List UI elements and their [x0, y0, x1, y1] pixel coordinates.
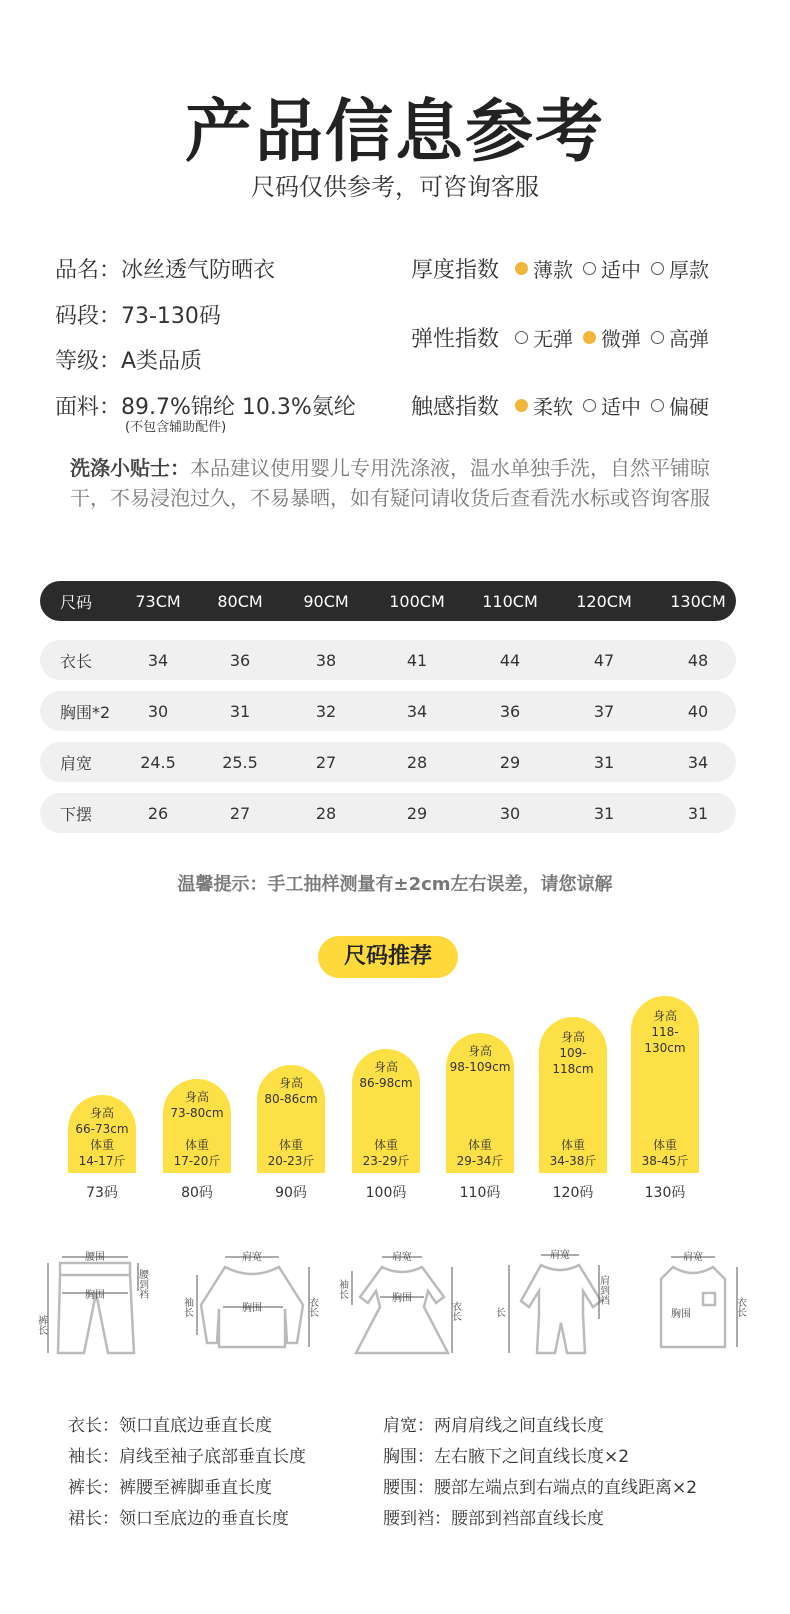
weight-label: 体重 — [89, 1138, 114, 1152]
size-range: 码段：73-130码 — [55, 304, 221, 329]
table-cell: 41 — [406, 650, 428, 670]
pants-hip-label: 胸围 — [85, 1290, 105, 1301]
weight-label: 体重 — [560, 1138, 585, 1152]
index-option — [651, 254, 709, 283]
radio-dot-icon — [515, 399, 528, 412]
index-option — [583, 391, 641, 420]
radio-dot-icon — [651, 399, 664, 412]
table-cell: 28 — [406, 752, 428, 772]
radio-dot-icon — [583, 331, 596, 344]
radio-dot-icon — [515, 331, 528, 344]
sweater-shoulder-label: 肩宽 — [242, 1252, 262, 1263]
weight-value: 29-34斤 — [456, 1154, 504, 1168]
index-option-label: 厚款 — [669, 258, 710, 282]
radio-dot-icon — [583, 399, 596, 412]
table-row — [40, 742, 736, 782]
romper-shoulder-to-crotch-label: 肩到裆 — [597, 1275, 609, 1305]
table-cell: 31 — [593, 752, 615, 772]
weight-range — [631, 1137, 699, 1169]
table-cell: 肩宽 — [60, 753, 93, 773]
table-header-cell: 110CM — [482, 591, 538, 611]
index-option-label: 薄款 — [533, 258, 574, 282]
quality-grade: 等级：A类品质 — [55, 349, 203, 374]
table-cell: 下摆 — [60, 804, 93, 824]
height-range — [163, 1089, 231, 1121]
legend-item: 衣长：领口直底边垂直长度 — [68, 1416, 272, 1436]
legend-item: 裙长：领口至底边的垂直长度 — [68, 1509, 289, 1529]
height-value: 118-130cm — [644, 1025, 686, 1055]
table-cell: 34 — [687, 752, 709, 772]
table-cell: 48 — [687, 650, 709, 670]
weight-label: 体重 — [278, 1138, 303, 1152]
height-range — [539, 1029, 607, 1077]
height-range — [257, 1075, 325, 1107]
height-range — [68, 1105, 136, 1137]
index-option — [515, 323, 573, 352]
romper-diagram — [495, 1245, 625, 1365]
index-option-label: 适中 — [601, 258, 642, 282]
index-row — [411, 390, 719, 421]
index-option-label: 偏硬 — [669, 395, 710, 419]
table-row — [40, 691, 736, 731]
weight-value: 34-38斤 — [549, 1154, 597, 1168]
size-recommend-bar — [631, 996, 699, 1173]
table-cell: 36 — [229, 650, 251, 670]
weight-value: 38-45斤 — [641, 1154, 689, 1168]
weight-value: 23-29斤 — [362, 1154, 410, 1168]
index-label: 厚度指数 — [411, 258, 500, 283]
table-cell: 26 — [147, 803, 169, 823]
product-name: 品名：冰丝透气防晒衣 — [55, 258, 276, 283]
weight-label: 体重 — [652, 1138, 677, 1152]
height-label: 身高 — [560, 1030, 585, 1044]
height-value: 80-86cm — [264, 1092, 318, 1106]
index-option-label: 柔软 — [533, 395, 574, 419]
dress-length-label: 衣长 — [449, 1301, 461, 1321]
table-header-cell: 130CM — [670, 591, 726, 611]
table-row — [40, 640, 736, 680]
size-label: 100码 — [365, 1185, 407, 1201]
weight-value: 20-23斤 — [267, 1154, 315, 1168]
height-value: 109-118cm — [552, 1046, 594, 1076]
height-value: 86-98cm — [359, 1076, 413, 1090]
index-row — [411, 322, 719, 353]
size-label: 80码 — [181, 1185, 213, 1201]
index-label: 触感指数 — [411, 395, 500, 420]
height-label: 身高 — [184, 1090, 209, 1104]
radio-dot-icon — [651, 262, 664, 275]
pants-waist-to-crotch-label: 腰到裆 — [136, 1269, 148, 1299]
size-label: 120码 — [552, 1185, 594, 1201]
table-cell: 31 — [229, 701, 251, 721]
weight-label: 体重 — [373, 1138, 398, 1152]
page-subtitle: 尺码仅供参考，可咨询客服 — [251, 173, 539, 201]
height-label: 身高 — [278, 1076, 303, 1090]
vest-shoulder-label: 肩宽 — [683, 1252, 703, 1263]
weight-range — [257, 1137, 325, 1169]
table-cell: 衣长 — [60, 651, 93, 671]
index-option-label: 无弹 — [533, 327, 574, 351]
size-recommend-bar — [68, 1095, 136, 1173]
size-recommend-bar — [257, 1065, 325, 1173]
legend-item: 腰围：腰部左端点到右端点的直线距离×2 — [383, 1478, 698, 1498]
pants-diagram — [35, 1245, 158, 1365]
height-range — [352, 1059, 420, 1091]
table-cell: 29 — [406, 803, 428, 823]
sweater-diagram — [181, 1245, 320, 1365]
weight-range — [539, 1137, 607, 1169]
pants-length-label: 裤长 — [35, 1315, 47, 1335]
romper-length-label: 长 — [493, 1307, 505, 1317]
weight-range — [446, 1137, 514, 1169]
table-cell: 27 — [315, 752, 337, 772]
weight-range — [352, 1137, 420, 1169]
size-recommend-bar — [163, 1079, 231, 1173]
washing-tips-label: 洗涤小贴士： — [70, 456, 190, 480]
legend-item: 裤长：裤腰至裤脚垂直长度 — [68, 1478, 272, 1498]
index-option-label: 适中 — [601, 395, 642, 419]
romper-shoulder-label: 肩宽 — [550, 1250, 570, 1261]
washing-tips-text: 本品建议使用婴儿专用洗涤液，温水单独手洗，自然平铺晾干，不易浸泡过久，不易暴晒，如有疑问请收货后查看洗水标或咨询客服 — [70, 456, 710, 510]
table-cell: 34 — [406, 701, 428, 721]
table-header-cell: 尺码 — [60, 592, 93, 612]
table-cell: 31 — [593, 803, 615, 823]
dress-shoulder-label: 肩宽 — [392, 1252, 412, 1263]
radio-dot-icon — [515, 262, 528, 275]
sweater-chest-label: 胸围 — [242, 1303, 262, 1314]
table-header-row — [40, 581, 736, 621]
table-row — [40, 793, 736, 833]
table-cell: 30 — [147, 701, 169, 721]
size-recommend-bar — [446, 1033, 514, 1173]
sweater-length-label: 衣长 — [306, 1297, 318, 1317]
legend-item: 腰到裆：腰部到裆部直线长度 — [383, 1509, 604, 1529]
index-option — [515, 254, 573, 283]
size-recommend-title: 尺码推荐 — [318, 936, 458, 978]
table-cell: 27 — [229, 803, 251, 823]
size-recommend-bar — [539, 1017, 607, 1173]
table-cell: 32 — [315, 701, 337, 721]
radio-dot-icon — [583, 262, 596, 275]
index-option — [651, 391, 709, 420]
table-header-cell: 80CM — [217, 591, 263, 611]
index-option — [651, 323, 709, 352]
weight-label: 体重 — [184, 1138, 209, 1152]
index-option — [583, 254, 641, 283]
height-value: 73-80cm — [170, 1106, 224, 1120]
height-value: 98-109cm — [449, 1060, 511, 1074]
weight-value: 14-17斤 — [78, 1154, 126, 1168]
height-label: 身高 — [467, 1044, 492, 1058]
table-cell: 37 — [593, 701, 615, 721]
radio-dot-icon — [651, 331, 664, 344]
vest-length-label: 衣长 — [734, 1297, 746, 1317]
index-row — [411, 253, 719, 284]
table-header-cell: 120CM — [576, 591, 632, 611]
weight-range — [163, 1137, 231, 1169]
height-label: 身高 — [373, 1060, 398, 1074]
weight-label: 体重 — [467, 1138, 492, 1152]
table-header-cell: 100CM — [389, 591, 445, 611]
fabric-note: (不包含辅助配件) — [125, 420, 227, 435]
pants-waist-label: 腰围 — [85, 1252, 105, 1263]
height-label: 身高 — [89, 1106, 114, 1120]
table-header-cell: 90CM — [303, 591, 349, 611]
index-option — [515, 391, 573, 420]
legend-item: 胸围：左右腋下之间直线长度×2 — [383, 1447, 630, 1467]
table-cell: 38 — [315, 650, 337, 670]
table-cell: 36 — [499, 701, 521, 721]
table-cell: 34 — [147, 650, 169, 670]
index-label: 弹性指数 — [411, 327, 500, 352]
dress-sleeve-label: 袖长 — [336, 1279, 348, 1299]
legend-item: 肩宽：两肩肩线之间直线长度 — [383, 1416, 604, 1436]
legend-item: 袖长：肩线至袖子底部垂直长度 — [68, 1447, 306, 1467]
page-title: 产品信息参考 — [184, 93, 605, 172]
weight-value: 17-20斤 — [173, 1154, 221, 1168]
table-cell: 31 — [687, 803, 709, 823]
size-label: 130码 — [644, 1185, 686, 1201]
table-cell: 29 — [499, 752, 521, 772]
size-recommend-bar — [352, 1049, 420, 1173]
size-label: 90码 — [275, 1185, 307, 1201]
vest-diagram — [645, 1245, 755, 1365]
table-cell: 47 — [593, 650, 615, 670]
index-option — [583, 323, 641, 352]
table-cell: 28 — [315, 803, 337, 823]
table-header-cell: 73CM — [135, 591, 181, 611]
table-cell: 30 — [499, 803, 521, 823]
table-cell: 40 — [687, 701, 709, 721]
table-cell: 24.5 — [140, 752, 176, 772]
height-value: 66-73cm — [75, 1122, 129, 1136]
table-cell: 44 — [499, 650, 521, 670]
table-cell: 胸围*2 — [60, 702, 111, 722]
dress-chest-label: 胸围 — [392, 1293, 412, 1304]
height-range — [631, 1008, 699, 1056]
height-label: 身高 — [652, 1009, 677, 1023]
size-label: 110码 — [459, 1185, 501, 1201]
index-option-label: 微弹 — [601, 327, 642, 351]
weight-range — [68, 1137, 136, 1169]
dress-diagram — [336, 1245, 465, 1365]
warm-tip: 温馨提示：手工抽样测量有±2cm左右误差，请您谅解 — [177, 874, 613, 895]
height-range — [446, 1043, 514, 1075]
size-label: 73码 — [86, 1185, 118, 1201]
table-cell: 25.5 — [222, 752, 258, 772]
sweater-sleeve-label: 袖长 — [181, 1297, 193, 1317]
washing-tips — [70, 453, 720, 513]
vest-chest-label: 胸围 — [671, 1309, 691, 1320]
fabric: 面料：89.7%锦纶 10.3%氨纶 — [55, 395, 356, 420]
index-option-label: 高弹 — [669, 327, 710, 351]
